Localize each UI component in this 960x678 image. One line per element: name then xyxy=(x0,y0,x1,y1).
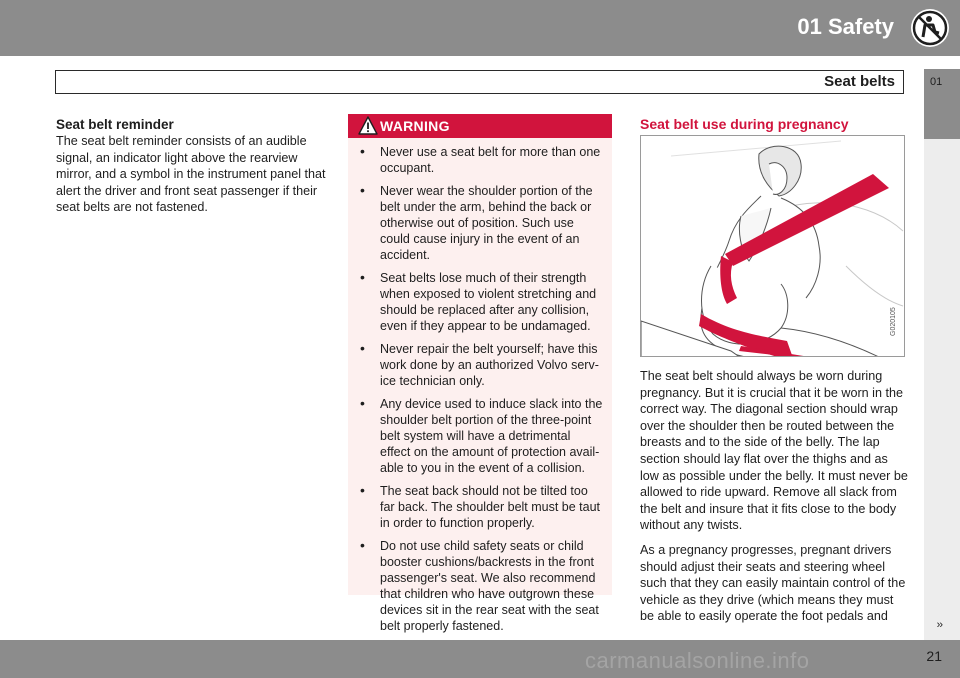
warning-item: • The seat back should not be tilted too far back. The shoulder belt must be taut in order to function properly. xyxy=(360,482,601,530)
bullet: • xyxy=(360,537,365,553)
warning-triangle-icon xyxy=(358,116,378,135)
chapter-title: 01 Safety xyxy=(797,14,894,39)
watermark: carmanualsonline.info xyxy=(585,648,810,673)
paragraph: As a pregnancy progresses, pregnant drivers should adjust their seats and steering wheel such that they can easily maintain control of the vehicle as they drive (which means they must be able to easily operate the foot pedals and xyxy=(640,542,906,624)
tab-strip xyxy=(924,139,960,640)
pregnancy-seatbelt-illustration xyxy=(640,135,905,357)
illustration-svg xyxy=(641,136,905,357)
warning-box xyxy=(348,114,612,633)
bullet: • xyxy=(360,340,365,356)
warning-item: • Seat belts lose much of their strength when exposed to violent stretching and should be replaced after any collision, even if they appear to be undamaged. xyxy=(360,269,597,333)
warning-item: • Never use a seat belt for more than one occupant. xyxy=(360,143,601,175)
warning-header xyxy=(348,114,612,138)
pregnancy-section xyxy=(640,116,908,133)
continue-arrows: ›› xyxy=(936,619,942,631)
warning-item: • Never wear the shoulder portion of the belt under the arm, behind the back or otherwise out of position. Such use could cause injury in the event of an accident. xyxy=(360,182,593,262)
section-body: The seat belt reminder consists of an audible signal, an indicator light above the rearview mirror, and a symbol in the instrument panel that alert the driver and front seat passenger if their seat belts are not fastened. xyxy=(56,134,326,215)
section-bar xyxy=(55,70,904,94)
seat-belt-reminder-section xyxy=(56,116,326,216)
pregnancy-heading: Seat belt use during pregnancy xyxy=(640,116,849,132)
image-code: G020105 xyxy=(890,307,897,336)
header-bar xyxy=(0,0,960,56)
seatbelt-safety-icon xyxy=(910,8,950,48)
paragraph: The seat belt should always be worn during pregnancy. But it is crucial that it be worn in the correct way. The diagonal section should wrap over the shoulder then be routed between the breasts and to the side of the belly. The lap section should lay flat over the thighs and as low as possible under the belly. It must never be allowed to ride upward. Remove all slack from the belt and insure that it fits close to the body without any twists. xyxy=(640,369,908,533)
bullet: • xyxy=(360,182,365,198)
bullet: • xyxy=(360,269,365,285)
section-heading: Seat belt reminder xyxy=(56,117,174,132)
warning-list xyxy=(348,138,612,634)
bullet: • xyxy=(360,395,365,411)
footer-bar xyxy=(0,640,960,678)
pregnancy-text xyxy=(640,368,908,633)
warning-title: WARNING xyxy=(380,118,450,134)
page-number: 21 xyxy=(926,648,942,664)
warning-item: • Never repair the belt yourself; have this work done by an authorized Volvo serv-ice technician only. xyxy=(360,340,599,388)
bullet: • xyxy=(360,143,365,159)
warning-item: • Do not use child safety seats or child booster cushions/backrests in the front passenger's seat. We also recommend that children who have outgrown these devices sit in the rear seat with the seat belt properly fastened. xyxy=(360,537,599,633)
bullet: • xyxy=(360,482,365,498)
section-title: Seat belts xyxy=(824,73,895,90)
chapter-tab-label: 01 xyxy=(930,76,943,88)
warning-item: • Any device used to induce slack into the shoulder belt portion of the three-point belt system will have a detrimental effect on the amount of protection avail-able to you in the event of a collision. xyxy=(360,395,603,475)
